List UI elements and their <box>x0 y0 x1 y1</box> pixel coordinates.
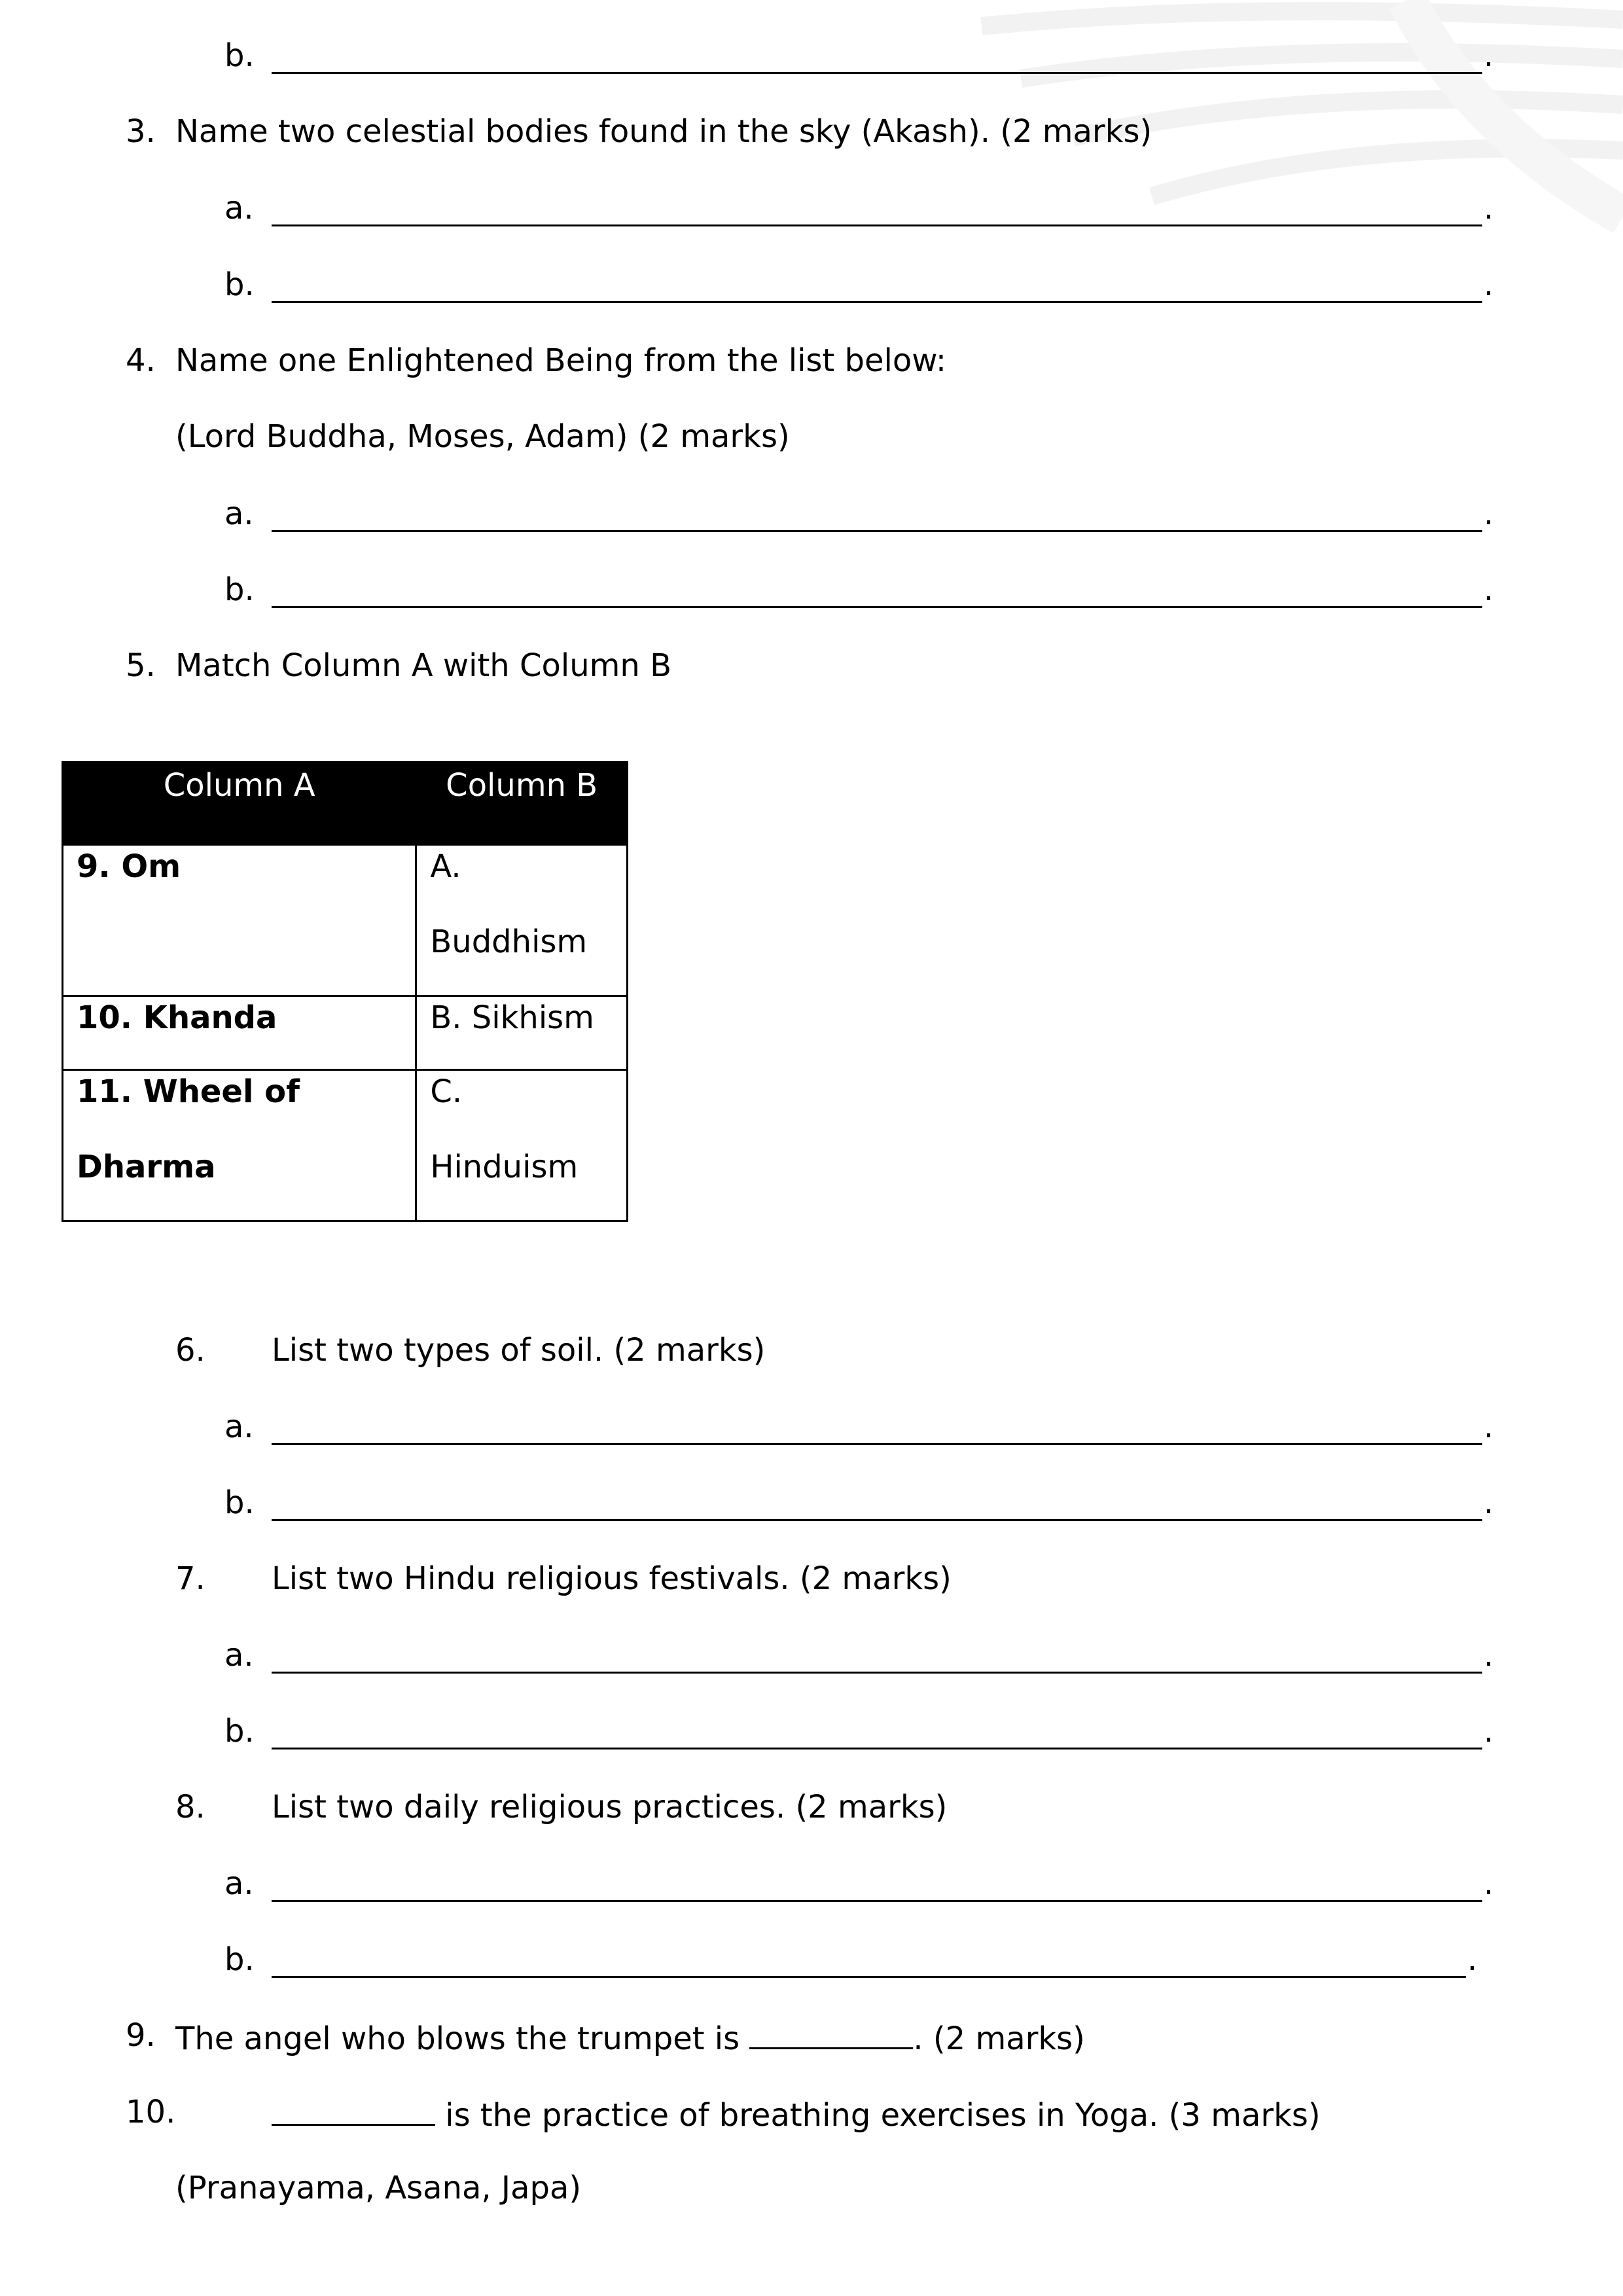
column-a-cell <box>63 845 416 996</box>
column-b-cell <box>416 845 628 996</box>
period: . <box>1484 37 1494 74</box>
q4-options: (Lord Buddha, Moses, Adam) (2 marks) <box>175 418 790 455</box>
q8-number: 8. <box>175 1789 205 1825</box>
column-a-cell <box>63 1070 416 1221</box>
answer-label: b. <box>224 1484 255 1521</box>
q9-text-before: The angel who blows the trumpet is <box>175 2020 750 2057</box>
period: . <box>1467 1941 1478 1978</box>
q5-number: 5. <box>126 647 156 684</box>
q2-answer-b[interactable] <box>224 36 1494 75</box>
q6-answer-a[interactable] <box>224 1407 1494 1446</box>
answer-label: a. <box>224 495 254 532</box>
q8-answer-b[interactable] <box>224 1940 1486 1979</box>
q8-text: List two daily religious practices. (2 marks) <box>272 1789 948 1825</box>
cell-text: 9. Om <box>77 848 181 885</box>
q4-number: 4. <box>126 342 156 379</box>
q7-number: 7. <box>175 1560 205 1597</box>
cell-text: Dharma <box>77 1149 216 1185</box>
cell-text: 11. Wheel of <box>77 1073 300 1110</box>
answer-line <box>272 530 1482 532</box>
q8-answer-a[interactable] <box>224 1864 1494 1903</box>
q4-text: Name one Enlightened Being from the list below: <box>175 342 946 379</box>
table-row <box>63 845 628 996</box>
answer-line <box>272 1748 1482 1749</box>
answer-line <box>272 1672 1482 1674</box>
period: . <box>1484 495 1494 532</box>
q10-number: 10. <box>126 2094 176 2130</box>
period: . <box>1484 1637 1494 1674</box>
period: . <box>1484 266 1494 303</box>
answer-line <box>272 1519 1482 1521</box>
answer-label: a. <box>224 190 254 226</box>
q4-answer-a[interactable] <box>224 494 1494 533</box>
period: . <box>1484 1865 1494 1902</box>
fill-in-blank[interactable] <box>272 2092 435 2126</box>
answer-label: b. <box>224 37 255 74</box>
q9-number: 9. <box>126 2017 156 2054</box>
fill-in-blank[interactable] <box>749 2016 913 2049</box>
period: . <box>1484 1713 1494 1749</box>
answer-label: b. <box>224 571 255 608</box>
period: . <box>1484 1408 1494 1445</box>
q3-text: Name two celestial bodies found in the sky (Akash). (2 marks) <box>175 113 1152 150</box>
cell-text: Hinduism <box>430 1149 579 1185</box>
period: . <box>1484 571 1494 608</box>
q3-number: 3. <box>126 113 156 150</box>
answer-label: a. <box>224 1408 254 1445</box>
answer-line <box>272 1900 1482 1902</box>
answer-label: a. <box>224 1865 254 1902</box>
q9-text-after: . (2 marks) <box>913 2020 1085 2057</box>
answer-line <box>272 72 1482 74</box>
cell-text: B. Sikhism <box>430 999 594 1036</box>
period: . <box>1484 190 1494 226</box>
cell-text: Buddhism <box>430 924 588 960</box>
answer-line <box>272 1976 1466 1978</box>
period: . <box>1484 1484 1494 1521</box>
answer-label: b. <box>224 1941 255 1978</box>
q7-answer-b[interactable] <box>224 1712 1494 1751</box>
answer-label: b. <box>224 1713 255 1749</box>
table-row <box>63 1070 628 1221</box>
answer-line <box>272 606 1482 608</box>
cell-text: A. <box>430 848 461 885</box>
q7-text: List two Hindu religious festivals. (2 marks) <box>272 1560 952 1597</box>
q10-text-after: is the practice of breathing exercises in Yoga. (3 marks) <box>435 2097 1321 2134</box>
cell-text: 10. Khanda <box>77 999 277 1036</box>
column-a-header: Column A <box>63 762 416 845</box>
q6-text: List two types of soil. (2 marks) <box>272 1332 766 1369</box>
q3-answer-b[interactable] <box>224 265 1494 304</box>
answer-line <box>272 301 1482 303</box>
q6-number: 6. <box>175 1332 205 1369</box>
answer-label: b. <box>224 266 255 303</box>
q3-answer-a[interactable] <box>224 188 1494 228</box>
q4-answer-b[interactable] <box>224 570 1494 609</box>
q6-answer-b[interactable] <box>224 1483 1494 1522</box>
answer-line <box>272 1443 1482 1445</box>
answer-label: a. <box>224 1637 254 1674</box>
q7-answer-a[interactable] <box>224 1636 1494 1675</box>
q9-text <box>175 2016 1085 2058</box>
cell-text: C. <box>430 1073 463 1110</box>
column-b-header: Column B <box>416 762 628 845</box>
column-b-cell <box>416 1070 628 1221</box>
q5-text: Match Column A with Column B <box>175 647 671 684</box>
match-table <box>62 761 628 1222</box>
answer-line <box>272 224 1482 226</box>
q10-options: (Pranayama, Asana, Japa) <box>175 2170 582 2206</box>
q10-text <box>272 2092 1321 2135</box>
